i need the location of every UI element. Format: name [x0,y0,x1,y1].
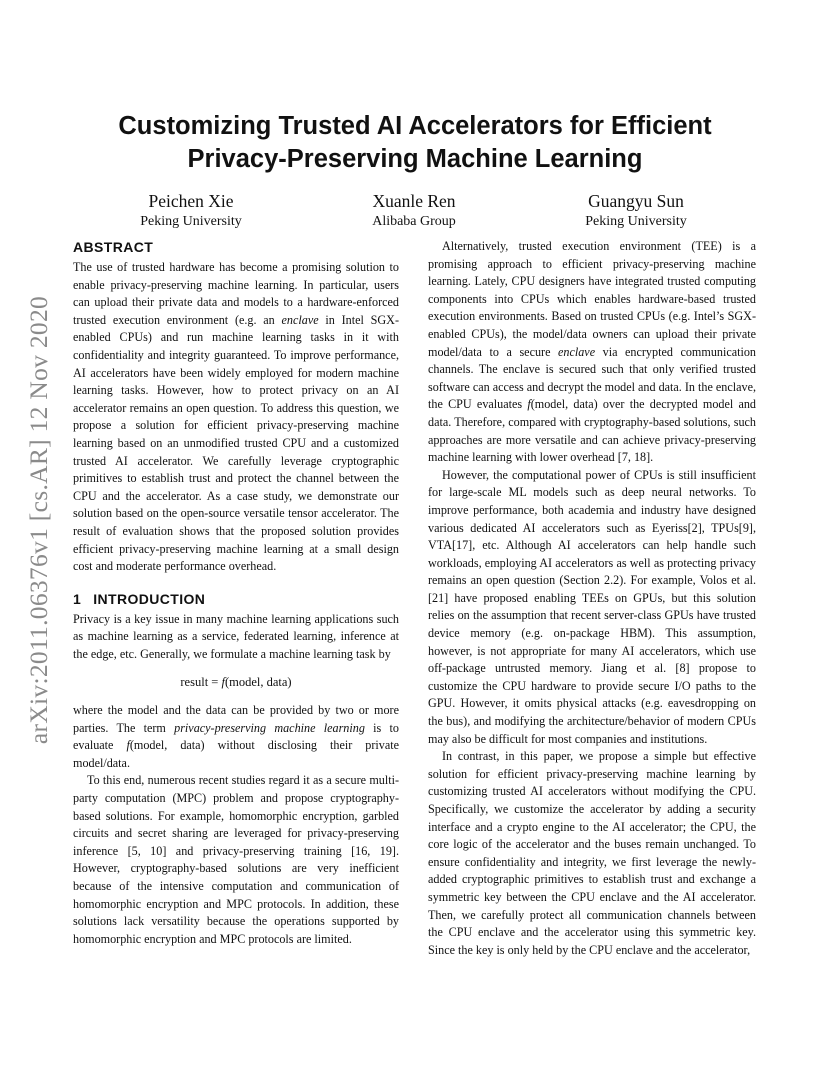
task-formula [73,674,399,692]
abstract-heading: ABSTRACT [73,239,154,255]
arxiv-identifier: arXiv:2011.06376v1 [cs.AR] 12 Nov 2020 [24,295,53,745]
body-text: (model, data) over the decrypted model and data. Therefore, compared with cryptography-based solutions, such approaches are more versatile and can achieve privacy-preserving machine learning with lower overhead [7, 18]. [428,397,756,465]
author-name: Guangyu Sun [588,191,684,211]
arxiv-side-stamp [16,280,62,760]
body-text: via encrypted communication channels. The enclave is secured such that only verified trusted software can access and decrypt the model and data. In the enclave, the CPU evaluates [428,344,756,412]
right-column [428,238,756,959]
author-affiliation: Peking University [585,214,687,229]
intro-paragraph-1: Privacy is a key issue in many machine learning applications such as machine learning as a service, federated learning, inference at the edge, etc. Generally, we formulate a machine learning task by [73,611,399,661]
title-line-1: Customizing Trusted AI Accelerators for Efficient [118,112,712,140]
intro-text: where the model and the data can be provided by two or more parties. The term [73,703,399,735]
author-name: Xuanle Ren [372,191,456,211]
intro-paragraph-2 [73,702,399,772]
abstract-text: in Intel SGX-enabled CPUs) and run machine learning tasks in it with confidentiality and integrity guaranteed. To improve performance, AI accelerators have been widely employed for modern machine learning tasks. However, how to protect privacy on an AI accelerator remains an open question. To address this question, we propose a solution for efficient privacy-preserving machine learning based on an unmodified trusted CPU and a customized trusted AI accelerator. We carefully leverage cryptographic primitives to establish trust and protect the channel between the CPU and the accelerator. As a case study, we demonstrate our solution based on the open-source versatile tensor accelerator. The result of evaluation shows that the proposed solution provides efficient privacy-preserving machine learning at a small design cost and moderate performance overhead. [73,312,399,574]
formula-args: (model, data) [224,675,292,690]
author-block-1 [91,190,291,231]
right-paragraph-1 [428,238,756,467]
intro-text: is to evaluate [73,720,399,753]
section-number: 1 [73,590,82,607]
intro-emphasis: privacy-preserving machine learning [174,720,365,735]
intro-paragraph-3: To this end, numerous recent studies regard it as a secure multi-party computation (MPC) problem and propose cryptography-based solutions. For example, homomorphic encryption, garbled circuits and secret sharing are leveraged for privacy-preserving inference [5, 10] and privacy-preserving training [16, 19]. However, cryptography-based solutions are very inefficient because of the intensive computation and communication of homomorphic encryption and MPC protocols. In addition, these solutions lack versatility because the operations supported by homomorphic encryption and MPC protocols are limited. [73,773,399,946]
author-block-2 [314,190,514,231]
body-function: f [527,397,531,412]
title-line-2: Privacy-Preserving Machine Learning [187,145,643,173]
author-block-3 [536,190,736,231]
right-paragraph-3: In contrast, in this paper, we propose a simple but effective solution for efficient privacy-preserving machine learning by customizing trusted AI accelerators without modifying the CPU. Specifically, we customize the accelerator by adding a security interface and a crypto engine to the AI accelerator; the CPU, the core logic of the accelerator and the buses remain unchanged. To ensure confidentiality and integrity, we first leverage the newly-added cryptographic primitives to establish trust and exchange a symmetric key between the CPU enclave and the AI accelerator. Then, we carefully protect all communication channels between the CPU enclave and the accelerator using this symmetric key. Since the key is only held by the CPU enclave and the accelerator, [428,749,756,957]
author-affiliation: Alibaba Group [372,214,456,229]
formula-function: f [221,675,225,690]
intro-text: (model, data) without disclosing their private model/data. [73,738,400,770]
formula-lhs: result = [180,675,222,690]
body-emphasis: enclave [558,344,596,359]
paper-title [70,110,760,176]
abstract-text: The use of trusted hardware has become a promising solution to enable privacy-preserving machine learning. In particular, users can upload their private data and models to a hardware-enforced trusted execution environment (e.g. an [73,260,399,327]
intro-heading [73,590,399,608]
abstract-emphasis: enclave [281,312,319,327]
abstract-paragraph [73,259,399,576]
author-affiliation: Peking University [140,214,242,229]
left-column [73,238,399,948]
section-title: INTRODUCTION [93,590,206,607]
author-name: Peichen Xie [148,191,234,211]
intro-function: f [126,738,130,753]
right-paragraph-2: However, the computational power of CPUs is still insufficient for large-scale ML models such as deep neural networks. To improve performance, both academia and industry have designed various dedicated AI accelerators such as Eyeriss[2], TPUs[9], VTA[17], etc. Although AI accelerators can help handle such workloads, employing AI accelerators as well as protecting privacy remains an open question (Section 2.2). For example, Volos et al. [21] have proposed enabling TEEs on GPUs, but this solution relies on the assumption that recent server-class GPUs have trusted device memory (e.g. on-package HBM). This assumption, however, is not appropriate for many AI accelerators, which use off-package untrusted memory. Jiang et al. [8] propose to customize the CPU hardware to provide secure I/O paths to the GPU. However, it omits physical attacks (e.g. eavesdropping on the bus), and modifying the architecture/behavior of modern CPUs may also be difficult for most companies and institutions. [428,467,756,746]
body-text: Alternatively, trusted execution environment (TEE) is a promising approach to efficient privacy-preserving machine learning. Lately, CPU designers have integrated trusted computing components into CPUs which enables hardware-based trusted execution environments. Based on trusted CPUs (e.g. Intel’s SGX-enabled CPUs), the model/data owners can upload their private model/data to a secure [428,239,756,359]
